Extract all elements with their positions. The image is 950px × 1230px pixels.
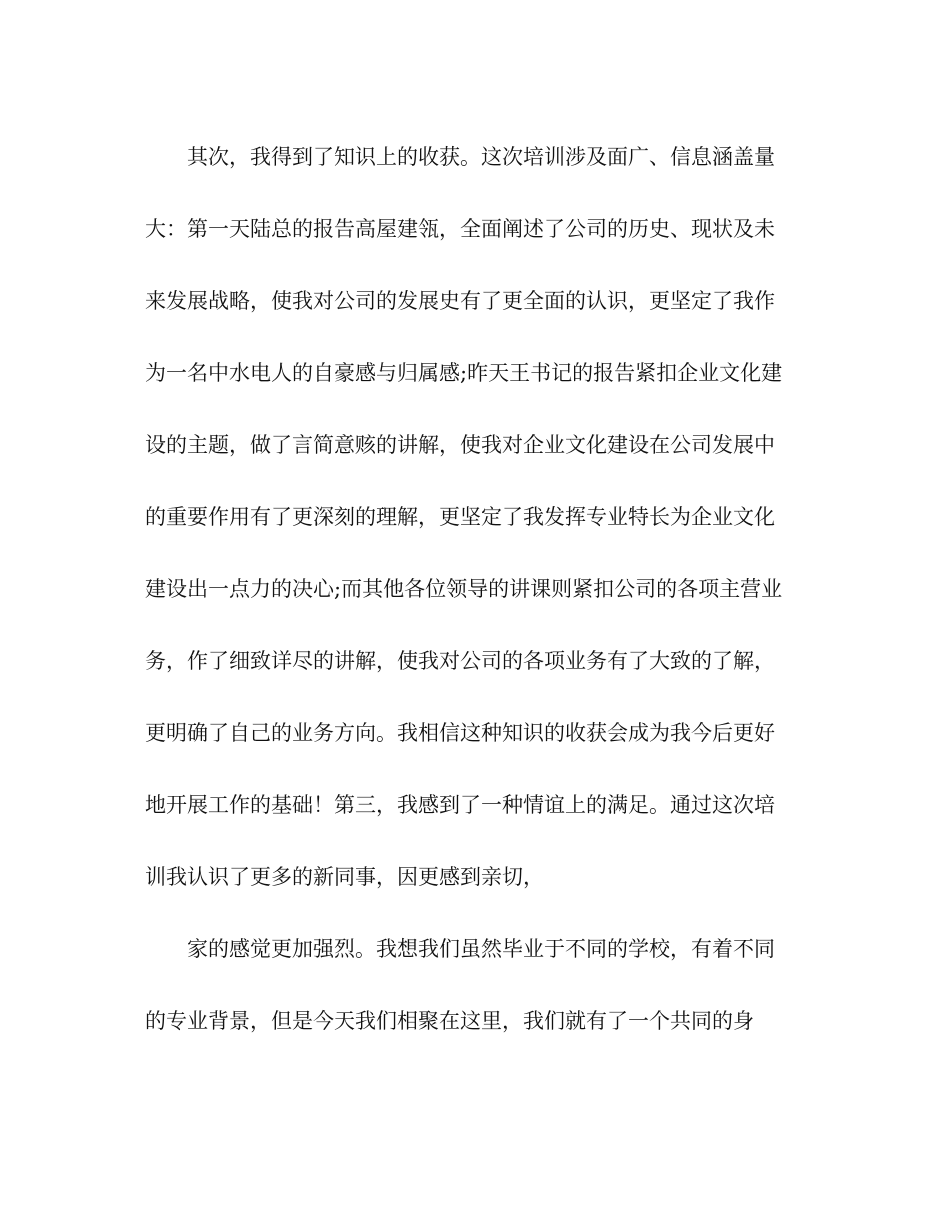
- paragraph-line: 的重要作用有了更深刻的理解，更坚定了我发挥专业特长为企业文化: [145, 505, 775, 529]
- paragraph-line: 地开展工作的基础！第三，我感到了一种情谊上的满足。通过这次培: [145, 793, 775, 817]
- document-body: [145, 137, 815, 1073]
- paragraph-line: 务，作了细致详尽的讲解，使我对公司的各项业务有了大致的了解，: [145, 649, 775, 673]
- paragraph-line: 训我认识了更多的新同事，因更感到亲切，: [145, 865, 544, 889]
- paragraph-line: 设的主题，做了言简意赅的讲解，使我对企业文化建设在公司发展中: [145, 433, 775, 457]
- paragraph-line: 家的感觉更加强烈。我想我们虽然毕业于不同的学校，有着不同: [187, 937, 775, 961]
- paragraph-line: 的专业背景，但是今天我们相聚在这里，我们就有了一个共同的身: [145, 1009, 754, 1033]
- paragraph-line: 大：第一天陆总的报告高屋建瓴，全面阐述了公司的历史、现状及未: [145, 217, 775, 241]
- paragraph-line: 建设出一点力的决心;而其他各位领导的讲课则紧扣公司的各项主营业: [145, 577, 783, 601]
- paragraph-line: 来发展战略，使我对公司的发展史有了更全面的认识，更坚定了我作: [145, 289, 775, 313]
- paragraph-line: 其次，我得到了知识上的收获。这次培训涉及面广、信息涵盖量: [187, 145, 775, 169]
- paragraph-line: 更明确了自己的业务方向。我相信这种知识的收获会成为我今后更好: [145, 721, 775, 745]
- paragraph-line: 为一名中水电人的自豪感与归属感;昨天王书记的报告紧扣企业文化建: [145, 361, 783, 385]
